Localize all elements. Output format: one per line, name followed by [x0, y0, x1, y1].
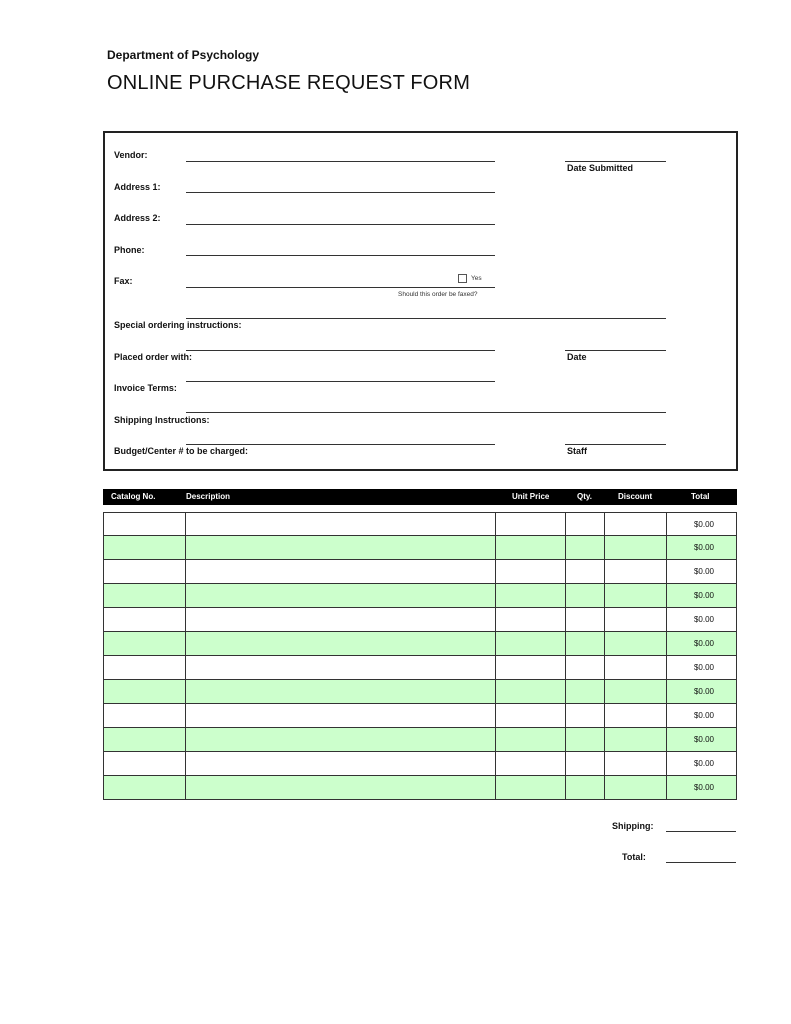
table-row	[103, 608, 737, 632]
row-total: $0.00	[693, 759, 714, 768]
catalog-cell[interactable]	[185, 536, 496, 559]
qty-cell[interactable]	[604, 656, 667, 679]
qty-cell[interactable]	[604, 560, 667, 583]
table-row	[103, 680, 737, 704]
phone-field[interactable]	[186, 255, 495, 256]
qty-cell[interactable]	[604, 752, 667, 775]
department-name: Department of Psychology	[107, 48, 260, 62]
description-cell[interactable]	[495, 513, 566, 535]
qty-cell[interactable]	[604, 584, 667, 607]
unit-price-cell[interactable]	[565, 656, 605, 679]
table-row	[103, 632, 737, 656]
staff-label: Staff	[567, 446, 587, 456]
date-field[interactable]	[565, 350, 666, 351]
date-label: Date	[567, 352, 587, 362]
fax-field[interactable]	[186, 287, 495, 288]
placed-order-field[interactable]	[186, 350, 495, 351]
table-row	[103, 560, 737, 584]
qty-cell[interactable]	[604, 608, 667, 631]
row-total: $0.00	[693, 520, 714, 529]
special-instructions-label: Special ordering instructions:	[114, 320, 242, 330]
description-cell[interactable]	[495, 704, 566, 727]
unit-price-cell[interactable]	[565, 560, 605, 583]
items-table-header	[103, 489, 737, 505]
shipping-instructions-field[interactable]	[186, 412, 666, 413]
row-total: $0.00	[693, 783, 714, 792]
unit-price-cell[interactable]	[565, 513, 605, 535]
qty-cell[interactable]	[604, 680, 667, 703]
description-cell[interactable]	[495, 656, 566, 679]
catalog-cell[interactable]	[185, 752, 496, 775]
table-row	[103, 728, 737, 752]
shipping-label: Shipping:	[612, 821, 654, 831]
address2-field[interactable]	[186, 224, 495, 225]
table-row	[103, 656, 737, 680]
unit-price-cell[interactable]	[565, 608, 605, 631]
catalog-cell[interactable]	[185, 513, 496, 535]
header-qty: Qty.	[577, 492, 592, 501]
row-total: $0.00	[693, 639, 714, 648]
special-instructions-field[interactable]	[186, 318, 666, 319]
row-total: $0.00	[693, 663, 714, 672]
total-label: Total:	[622, 852, 646, 862]
catalog-cell[interactable]	[185, 560, 496, 583]
row-total: $0.00	[693, 711, 714, 720]
items-table	[103, 512, 737, 800]
table-row	[103, 752, 737, 776]
table-row	[103, 704, 737, 728]
catalog-cell[interactable]	[185, 704, 496, 727]
description-cell[interactable]	[495, 728, 566, 751]
shipping-instructions-label: Shipping Instructions:	[114, 415, 210, 425]
invoice-terms-field[interactable]	[186, 381, 495, 382]
invoice-terms-label: Invoice Terms:	[114, 383, 177, 393]
total-field[interactable]	[666, 862, 736, 863]
description-cell[interactable]	[495, 560, 566, 583]
fax-yes-label: Yes	[471, 275, 482, 282]
phone-label: Phone:	[114, 245, 145, 255]
table-row	[103, 776, 737, 800]
header-description: Description	[186, 492, 231, 501]
header-discount: Discount	[618, 492, 653, 501]
catalog-cell[interactable]	[185, 656, 496, 679]
catalog-cell[interactable]	[185, 680, 496, 703]
header-catalog: Catalog No.	[111, 492, 156, 501]
shipping-field[interactable]	[666, 831, 736, 832]
qty-cell[interactable]	[604, 728, 667, 751]
unit-price-cell[interactable]	[565, 632, 605, 655]
row-total: $0.00	[693, 615, 714, 624]
fax-yes-checkbox[interactable]	[458, 274, 467, 283]
unit-price-cell[interactable]	[565, 680, 605, 703]
description-cell[interactable]	[495, 752, 566, 775]
unit-price-cell[interactable]	[565, 752, 605, 775]
table-row	[103, 512, 737, 536]
fax-label: Fax:	[114, 276, 133, 286]
catalog-cell[interactable]	[185, 776, 496, 799]
catalog-cell[interactable]	[185, 608, 496, 631]
row-total: $0.00	[693, 687, 714, 696]
catalog-cell[interactable]	[185, 584, 496, 607]
unit-price-cell[interactable]	[565, 704, 605, 727]
row-total: $0.00	[693, 591, 714, 600]
qty-cell[interactable]	[604, 704, 667, 727]
fax-question-label: Should this order be faxed?	[398, 291, 478, 298]
catalog-cell[interactable]	[185, 632, 496, 655]
table-row	[103, 536, 737, 560]
vendor-field[interactable]	[186, 161, 495, 162]
qty-cell[interactable]	[604, 776, 667, 799]
catalog-cell[interactable]	[185, 728, 496, 751]
description-cell[interactable]	[495, 536, 566, 559]
header-total: Total	[691, 492, 710, 501]
unit-price-cell[interactable]	[565, 584, 605, 607]
description-cell[interactable]	[495, 608, 566, 631]
address1-label: Address 1:	[114, 182, 161, 192]
row-total: $0.00	[693, 543, 714, 552]
vendor-label: Vendor:	[114, 150, 148, 160]
unit-price-cell[interactable]	[565, 728, 605, 751]
budget-field[interactable]	[186, 444, 495, 445]
address2-label: Address 2:	[114, 213, 161, 223]
description-cell[interactable]	[495, 584, 566, 607]
unit-price-cell[interactable]	[565, 536, 605, 559]
row-total: $0.00	[693, 567, 714, 576]
date-submitted-field[interactable]	[565, 161, 666, 162]
row-total: $0.00	[693, 735, 714, 744]
unit-price-cell[interactable]	[565, 776, 605, 799]
qty-cell[interactable]	[604, 513, 667, 535]
placed-order-label: Placed order with:	[114, 352, 193, 362]
description-cell[interactable]	[495, 632, 566, 655]
qty-cell[interactable]	[604, 536, 667, 559]
budget-label: Budget/Center # to be charged:	[114, 446, 249, 456]
address1-field[interactable]	[186, 192, 495, 193]
description-cell[interactable]	[495, 680, 566, 703]
description-cell[interactable]	[495, 776, 566, 799]
staff-field[interactable]	[565, 444, 666, 445]
page-title: ONLINE PURCHASE REQUEST FORM	[107, 72, 471, 94]
qty-cell[interactable]	[604, 632, 667, 655]
table-row	[103, 584, 737, 608]
date-submitted-label: Date Submitted	[567, 163, 634, 173]
header-unit-price: Unit Price	[512, 492, 550, 501]
